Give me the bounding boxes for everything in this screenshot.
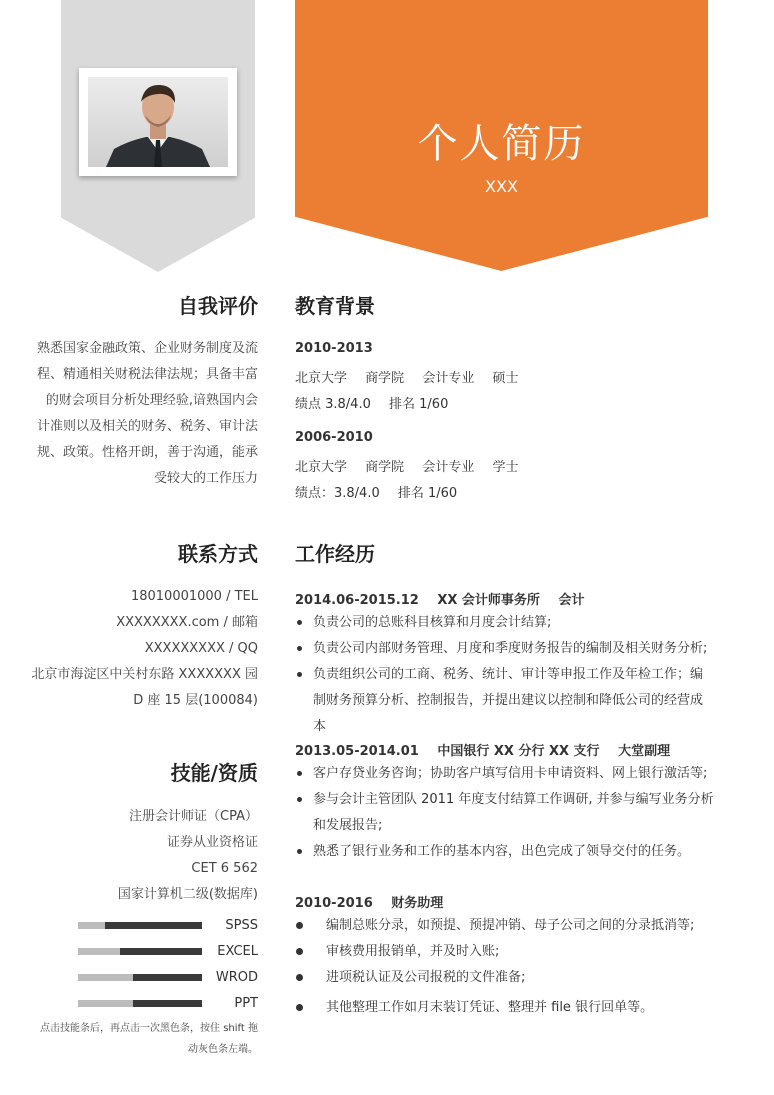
job-duty-item: 进项税认证及公司报税的文件准备; bbox=[295, 965, 715, 991]
job-header bbox=[295, 740, 670, 759]
certificate-item: 证券从业资格证 bbox=[166, 835, 258, 850]
job-title: 大堂副理 bbox=[618, 744, 671, 759]
self-evaluation-line: 程、精通相关财税法律法规；具备丰富 bbox=[36, 367, 258, 382]
skill-label: EXCEL bbox=[217, 944, 258, 959]
self-evaluation-heading: 自我评价 bbox=[178, 294, 258, 318]
college-name: 商学院 bbox=[365, 460, 405, 475]
skill-label: WROD bbox=[215, 970, 258, 985]
job-company: 中国银行 XX 分行 XX 支行 bbox=[437, 744, 600, 759]
job-duty-item: 负责公司内部财务管理、月度和季度财务报告的编制及相关财务分析; bbox=[295, 636, 715, 662]
education-school-line bbox=[295, 367, 518, 386]
school-name: 北京大学 bbox=[295, 371, 348, 386]
skills-heading: 技能/资质 bbox=[170, 761, 258, 785]
skill-bar-track[interactable] bbox=[78, 974, 202, 981]
work-heading: 工作经历 bbox=[295, 542, 375, 566]
job-duties-list bbox=[295, 913, 715, 1021]
gpa: 绩点：3.8/4.0 bbox=[295, 486, 380, 501]
self-evaluation-text bbox=[30, 336, 258, 492]
job-period: 2014.06-2015.12 bbox=[295, 593, 419, 608]
certificate-item: CET 6 562 bbox=[191, 861, 258, 876]
education-school-line bbox=[295, 456, 518, 475]
contact-heading: 联系方式 bbox=[178, 542, 258, 566]
job-header bbox=[295, 892, 443, 911]
skill-bar-fill[interactable] bbox=[105, 922, 202, 929]
job-duty-item: 审核费用报销单，并及时入账; bbox=[295, 939, 715, 965]
degree: 学士 bbox=[492, 460, 519, 475]
resume-title: 个人简历 bbox=[417, 121, 586, 167]
job-duty-item: 编制总账分录，如预提、预提冲销、母子公司之间的分录抵消等; bbox=[295, 913, 715, 939]
contact-address-line2: D 座 15 层(100084) bbox=[133, 693, 258, 708]
certificate-item: 国家计算机二级(数据库) bbox=[117, 887, 258, 902]
job-duty-item: 其他整理工作如月末装订凭证、整理并 file 银行回单等。 bbox=[295, 995, 715, 1021]
job-duty-item: 负责组织公司的工商、税务、统计、审计等申报工作及年检工作；编制财务预算分析、控制报告，并提出建议以控制和降低公司的经营成本 bbox=[295, 662, 715, 740]
profile-photo bbox=[88, 77, 228, 167]
self-evaluation-line: 熟悉国家金融政策、企业财务制度及流 bbox=[36, 341, 258, 356]
contact-email: XXXXXXXX.com / 邮箱 bbox=[116, 615, 258, 630]
education-grade-line bbox=[295, 393, 448, 412]
education-grade-line bbox=[295, 482, 457, 501]
job-period: 2013.05-2014.01 bbox=[295, 744, 419, 759]
skill-tip-line: 点击技能条后，再点击一次黑色条，按住 shift 拖 bbox=[40, 1023, 258, 1034]
job-company: XX 会计师事务所 bbox=[437, 593, 540, 608]
skill-tip-line: 动灰色条左端。 bbox=[188, 1044, 258, 1055]
skill-bar-track[interactable] bbox=[78, 1000, 202, 1007]
contact-address: 北京市海淀区中关村东路 XXXXXXX 园 bbox=[31, 667, 258, 682]
skill-bar-tip bbox=[37, 1018, 258, 1060]
skill-row-word[interactable] bbox=[78, 968, 258, 988]
college-name: 商学院 bbox=[365, 371, 405, 386]
skill-bar-fill[interactable] bbox=[133, 1000, 202, 1007]
skill-bar-fill[interactable] bbox=[133, 974, 202, 981]
skill-row-spss[interactable] bbox=[78, 916, 258, 936]
contact-info bbox=[30, 584, 258, 714]
candidate-name: XXX bbox=[485, 177, 518, 196]
skill-row-excel[interactable] bbox=[78, 942, 258, 962]
major-name: 会计专业 bbox=[422, 460, 475, 475]
job-header bbox=[295, 589, 584, 608]
skill-bar-fill[interactable] bbox=[120, 948, 202, 955]
education-period: 2006-2010 bbox=[295, 430, 373, 445]
school-name: 北京大学 bbox=[295, 460, 348, 475]
education-period: 2010-2013 bbox=[295, 341, 373, 356]
contact-phone: 18010001000 / TEL bbox=[130, 589, 258, 604]
job-duty-item: 熟悉了银行业务和工作的基本内容，出色完成了领导交付的任务。 bbox=[295, 839, 715, 865]
certificate-list bbox=[30, 804, 258, 908]
skill-label: PPT bbox=[234, 996, 258, 1011]
skill-label: SPSS bbox=[225, 918, 258, 933]
major-name: 会计专业 bbox=[422, 371, 475, 386]
skill-bar-track[interactable] bbox=[78, 948, 202, 955]
contact-qq: XXXXXXXXX / QQ bbox=[144, 641, 258, 656]
job-duties-list bbox=[295, 610, 715, 740]
job-duty-item: 客户存贷业务咨询；协助客户填写信用卡申请资料、网上银行激活等; bbox=[295, 761, 715, 787]
certificate-item: 注册会计师证（CPA） bbox=[129, 809, 258, 824]
rank: 排名 1/60 bbox=[389, 397, 449, 412]
job-duties-list bbox=[295, 761, 715, 865]
self-evaluation-line: 计准则以及相关的财务、税务、审计法 bbox=[36, 419, 258, 434]
job-title: 财务助理 bbox=[391, 896, 444, 911]
gpa: 绩点 3.8/4.0 bbox=[295, 397, 371, 412]
job-title: 会计 bbox=[558, 593, 585, 608]
self-evaluation-line: 受较大的工作压力 bbox=[153, 471, 258, 486]
job-period: 2010-2016 bbox=[295, 896, 373, 911]
skill-bar-track[interactable] bbox=[78, 922, 202, 929]
education-heading: 教育背景 bbox=[295, 294, 375, 318]
self-evaluation-line: 规、政策。性格开朗，善于沟通，能承 bbox=[36, 445, 258, 460]
skill-row-ppt[interactable] bbox=[78, 994, 258, 1014]
rank: 排名 1/60 bbox=[397, 486, 458, 501]
job-duty-item: 负责公司的总账科目核算和月度会计结算; bbox=[295, 610, 715, 636]
job-duty-item: 参与会计主管团队 2011 年度支付结算工作调研, 并参与编写业务分析和发展报告; bbox=[295, 787, 715, 839]
self-evaluation-line: 的财会项目分析处理经验,谙熟国内会 bbox=[45, 393, 258, 408]
degree: 硕士 bbox=[492, 371, 519, 386]
profile-photo-frame[interactable] bbox=[79, 68, 237, 176]
